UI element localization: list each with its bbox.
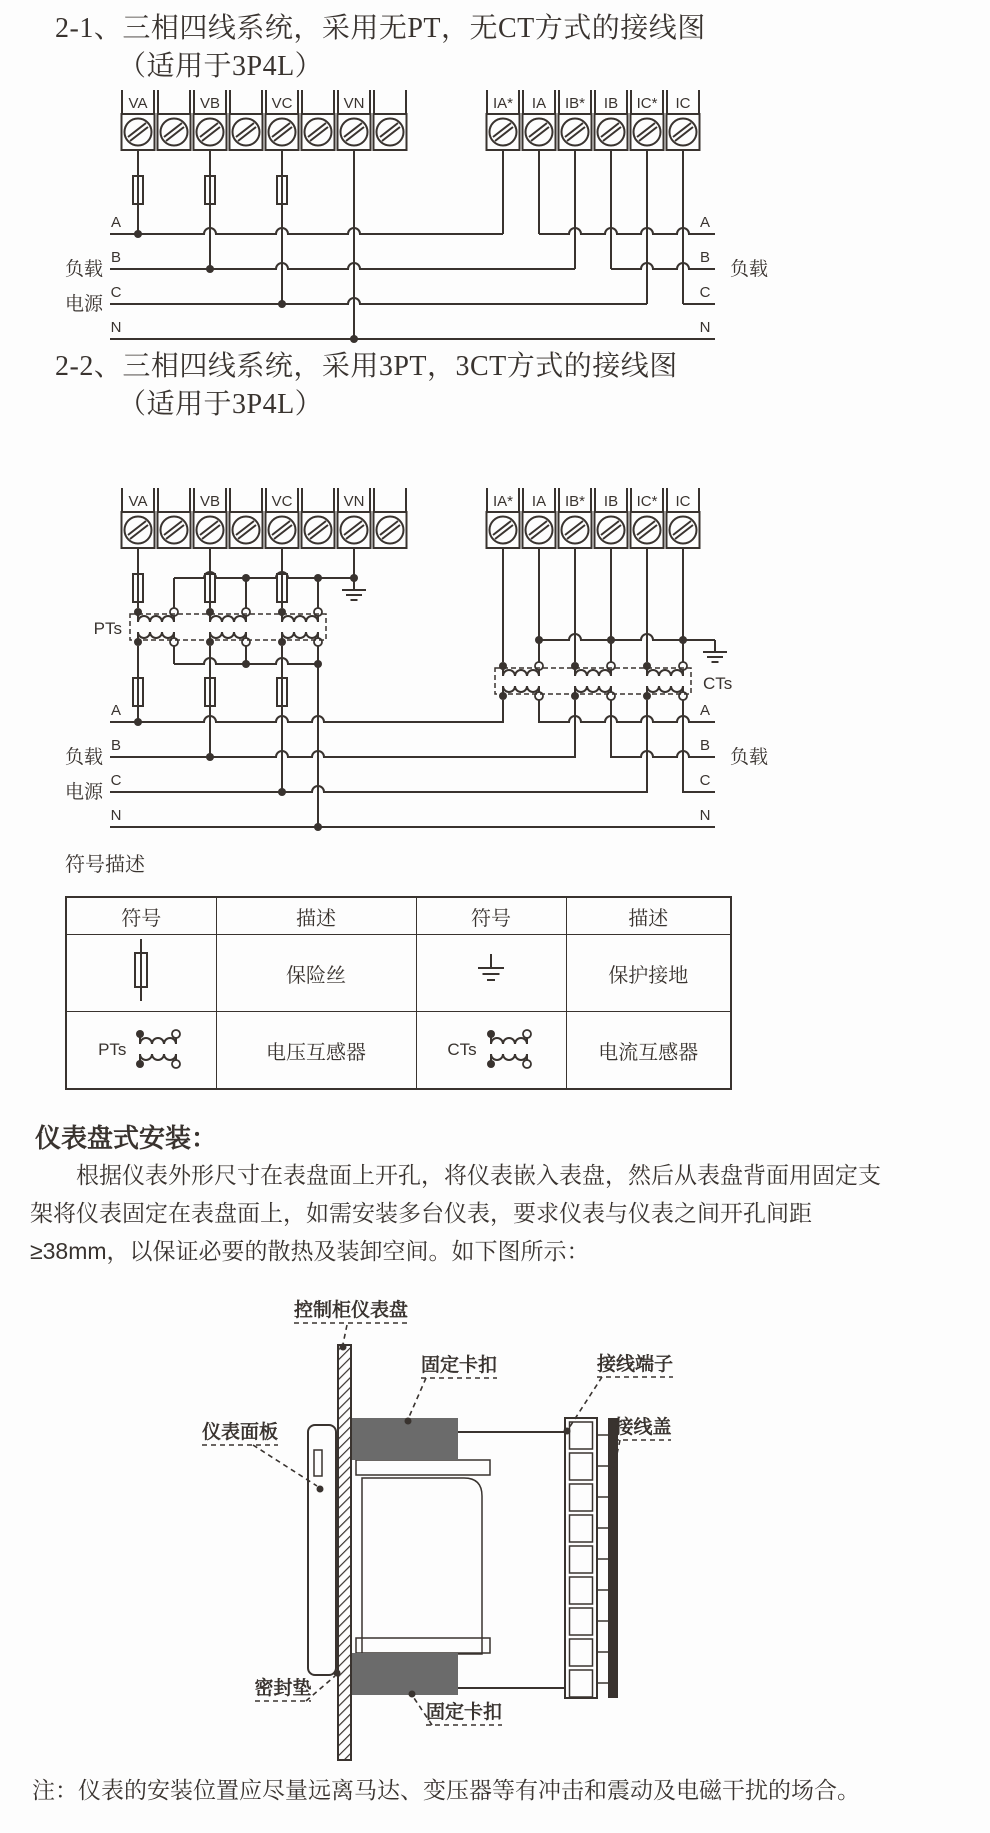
wires (110, 150, 715, 339)
bus-label: B (110, 737, 122, 754)
callout-clip-top: 固定卡扣 (420, 1355, 498, 1376)
wiring-diagram-no-pt-no-ct (60, 84, 785, 356)
terminal-labels (129, 95, 691, 112)
section-2-1-title: 2-1、三相四线系统，采用无PT，无CT方式的接线图 (55, 13, 706, 44)
terminal-label: IC* (636, 95, 658, 112)
bus-label: A (110, 214, 122, 231)
pt-symbol-label: PTs (98, 1040, 127, 1059)
callout-panel: 控制柜仪表盘 (293, 1300, 409, 1321)
source-label-line2: 电源 (64, 294, 104, 315)
wiring-diagram-3pt-3ct (60, 482, 785, 842)
terminal-label: VA (128, 95, 148, 112)
bus-label: C (699, 772, 711, 789)
ct-desc: 电流互感器 (566, 1012, 731, 1090)
pt-desc: 电压互感器 (216, 1012, 416, 1090)
bus-labels (111, 702, 711, 824)
bus-label: N (699, 319, 711, 336)
col-header: 描述 (216, 897, 416, 935)
fuse-desc: 保险丝 (216, 935, 416, 1012)
pt-transformers (130, 608, 326, 646)
terminal-labels (129, 493, 691, 510)
pt-symbol-cell (66, 1012, 216, 1090)
callout-clip-bottom: 固定卡扣 (425, 1702, 503, 1723)
section-2-1-subtitle: （适用于3P4L） (118, 51, 324, 82)
source-label-line1: 负载 (64, 747, 104, 768)
fixing-clip-top (352, 1418, 458, 1460)
section-2-2-subtitle: （适用于3P4L） (118, 389, 324, 420)
meter-body (351, 1432, 565, 1688)
load-label: 负载 (729, 259, 769, 280)
terminal-label: IA* (492, 95, 514, 112)
section-2-2-title: 2-2、三相四线系统，采用3PT，3CT方式的接线图 (55, 351, 678, 382)
symbol-section-heading: 符号描述 (65, 854, 145, 876)
terminal-label: IC (675, 493, 691, 510)
bus-label: A (699, 702, 711, 719)
terminal-label: VC (271, 493, 293, 510)
fuse-symbol-cell (66, 935, 216, 1012)
table-row (66, 935, 731, 1012)
cabinet-panel (338, 1345, 351, 1760)
ct-wires (503, 548, 727, 662)
bus-label: N (699, 807, 711, 824)
terminal-label: VB (199, 493, 221, 510)
callout-cover: 接线盖 (614, 1417, 672, 1438)
col-header: 符号 (66, 897, 216, 935)
bus-label: N (110, 319, 122, 336)
terminal-label: IC* (636, 493, 658, 510)
callout-gasket: 密封垫 (254, 1678, 312, 1699)
col-header: 符号 (416, 897, 566, 935)
ct-symbol-cell (416, 1012, 566, 1090)
bus-label: B (699, 249, 711, 266)
bus-label: A (110, 702, 122, 719)
panel-mount-figure (150, 1290, 790, 1770)
terminal-label: IB* (564, 493, 586, 510)
terminal-label: VN (343, 493, 365, 510)
terminal-label: IC (675, 95, 691, 112)
callout-front-panel: 仪表面板 (201, 1422, 279, 1443)
terminal-label: IB (603, 493, 619, 510)
fuse-icon (126, 937, 156, 1003)
terminal-label: IA (531, 493, 547, 510)
junction-dots (134, 230, 358, 343)
col-header: 描述 (566, 897, 731, 935)
bus-label: C (110, 772, 122, 789)
terminal-label: VA (128, 493, 148, 510)
source-label-line1: 负载 (64, 259, 104, 280)
current-transformer-icon (483, 1026, 535, 1074)
terminal-label: VN (343, 95, 365, 112)
terminal-label: IB (603, 95, 619, 112)
pt-wires (133, 548, 366, 827)
install-note: 注：仪表的安装位置应尽量远离马达、变压器等有冲击和震动及电磁干扰的场合。 (32, 1777, 860, 1803)
fixing-clip-bottom (352, 1653, 458, 1695)
bus-wires (110, 700, 715, 827)
bus-label: A (699, 214, 711, 231)
bus-label: N (110, 807, 122, 824)
ground-desc: 保护接地 (566, 935, 731, 1012)
terminal-label: IA (531, 95, 547, 112)
bus-labels (111, 214, 711, 336)
meter-front-panel (308, 1425, 336, 1675)
ct-symbol-label: CTs (447, 1040, 477, 1059)
voltage-transformer-icon (132, 1026, 184, 1074)
terminal-label: IA* (492, 493, 514, 510)
install-paragraph: 根据仪表外形尺寸在表盘面上开孔，将仪表嵌入表盘，然后从表盘背面用固定支架将仪表固定在表盘面上，如需安装多台仪表，要求仪表与仪表之间开孔间距≥38mm，以保证必要的散热及装卸空间。如下图所示： (30, 1162, 881, 1264)
load-label: 负载 (729, 747, 769, 768)
table-header-row (66, 897, 731, 935)
ground-icon (469, 950, 513, 990)
bus-label: C (110, 284, 122, 301)
bus-label: B (699, 737, 711, 754)
cts-label: CTs (703, 674, 733, 693)
bus-label: C (699, 284, 711, 301)
ground-symbol-cell (416, 935, 566, 1012)
terminal-block (565, 1418, 608, 1698)
callout-terminal: 接线端子 (596, 1354, 674, 1375)
symbol-table (65, 896, 732, 1090)
source-label-line2: 电源 (64, 782, 104, 803)
terminal-label: VB (199, 95, 221, 112)
table-row (66, 1012, 731, 1090)
ct-transformers (495, 662, 691, 700)
install-heading: 仪表盘式安装： (35, 1123, 218, 1153)
pts-label: PTs (93, 619, 122, 638)
terminal-label: VC (271, 95, 293, 112)
terminal-label: IB* (564, 95, 586, 112)
bus-label: B (110, 249, 122, 266)
